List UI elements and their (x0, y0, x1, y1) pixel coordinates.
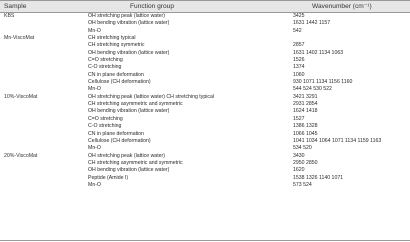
cell-function-group: OH stretching peak (lattice water) CH stretching typical (88, 93, 214, 100)
header-wavenumber: Wavenumber (cm⁻¹) (312, 3, 372, 10)
table-row (0, 13, 410, 20)
cell-wavenumber: 2857 (293, 42, 305, 49)
cell-wavenumber: 2931 2854 (293, 101, 318, 108)
cell-function-group: OH bending vibration (lattice water) (88, 20, 170, 27)
table-body (0, 13, 410, 189)
cell-function-group: C=O stretching (88, 57, 123, 64)
table-row (0, 35, 410, 42)
table-row (0, 182, 410, 189)
table-row (0, 116, 410, 123)
cell-function-group: Cellulose (CH deformation) (88, 79, 151, 86)
cell-wavenumber: 534 520 (293, 145, 312, 152)
cell-function-group: C=O stretching (88, 115, 123, 122)
cell-wavenumber: 1538 1326 1140 1071 (293, 174, 344, 181)
cell-function-group: C-O stretching (88, 123, 122, 130)
cell-function-group: CH stretching symmetric (88, 42, 145, 49)
table-row (0, 50, 410, 57)
cell-wavenumber: 1066 1045 (293, 130, 318, 137)
cell-sample: 20%-ViscoMat (4, 152, 38, 159)
table-row (0, 145, 410, 152)
table-row (0, 42, 410, 49)
cell-function-group: Mn-O (88, 27, 101, 34)
cell-function-group: Mn-O (88, 181, 101, 188)
table-row (0, 175, 410, 182)
cell-sample: Mn-ViscoMat (4, 35, 35, 42)
bottom-rule (0, 240, 410, 241)
cell-wavenumber: 1631 1442 1157 (293, 20, 331, 27)
cell-function-group: CH stretching asymmetric and symmetric (88, 159, 183, 166)
cell-function-group: CN in plane deformation (88, 71, 144, 78)
cell-function-group: OH bending vibration (lattice water) (88, 167, 170, 174)
table-row (0, 86, 410, 93)
cell-function-group: Mn-O (88, 145, 101, 152)
cell-function-group: OH bending vibration (lattice water) (88, 108, 170, 115)
header-sample: Sample (4, 3, 27, 10)
cell-wavenumber: 1527 (293, 115, 305, 122)
cell-function-group: OH bending vibration (lattice water) (88, 49, 170, 56)
cell-function-group: C-O stretching (88, 64, 122, 71)
cell-wavenumber: 3421 3291 (293, 93, 318, 100)
table-row (0, 101, 410, 108)
cell-wavenumber: 1386 1328 (293, 123, 318, 130)
cell-function-group: CN in plane deformation (88, 130, 144, 137)
table-row (0, 153, 410, 160)
table-row (0, 72, 410, 79)
table-row (0, 138, 410, 145)
cell-function-group: Peptide (Amide I) (88, 174, 129, 181)
header-function-group: Function group (130, 3, 174, 10)
cell-sample: KBS (4, 13, 15, 19)
cell-function-group: CH stretching asymmetric and symmetric (88, 101, 183, 108)
table-row (0, 64, 410, 71)
table-row (0, 108, 410, 115)
cell-wavenumber: 544 524 530 522 (293, 86, 332, 93)
table-row (0, 20, 410, 27)
table-row (0, 131, 410, 138)
cell-function-group: OH stretching peak (lattice water) (88, 13, 165, 19)
cell-wavenumber: 1060 (293, 71, 305, 78)
table-header (0, 0, 410, 13)
cell-function-group: CH stretching typical (88, 35, 136, 42)
cell-wavenumber: 1041 1034 1064 1071 1134 1159 1163 (293, 137, 382, 144)
cell-wavenumber: 542 (293, 27, 302, 34)
table-row (0, 79, 410, 86)
table-row (0, 57, 410, 64)
table-row (0, 28, 410, 35)
cell-wavenumber: 2950 2850 (293, 159, 318, 166)
cell-wavenumber: 1624 1418 (293, 108, 318, 115)
cell-wavenumber: 1620 (293, 167, 305, 174)
cell-wavenumber: 1631 1402 1134 1063 (293, 49, 344, 56)
cell-wavenumber: 3430 (293, 152, 305, 159)
cell-function-group: Mn-O (88, 86, 101, 93)
cell-wavenumber: 1374 (293, 64, 305, 71)
table-row (0, 167, 410, 174)
cell-sample: 10%-ViscoMat (4, 93, 38, 100)
cell-wavenumber: 573 524 (293, 181, 312, 188)
cell-function-group: OH stretching peak (lattice water) (88, 152, 165, 159)
table-row (0, 123, 410, 130)
cell-wavenumber: 930 1071 1134 1156 1160 (293, 79, 353, 86)
table-row (0, 160, 410, 167)
table-row (0, 94, 410, 101)
cell-function-group: Cellulose (CH deformation) (88, 137, 151, 144)
cell-wavenumber: 1526 (293, 57, 305, 64)
cell-wavenumber: 3425 (293, 13, 305, 19)
